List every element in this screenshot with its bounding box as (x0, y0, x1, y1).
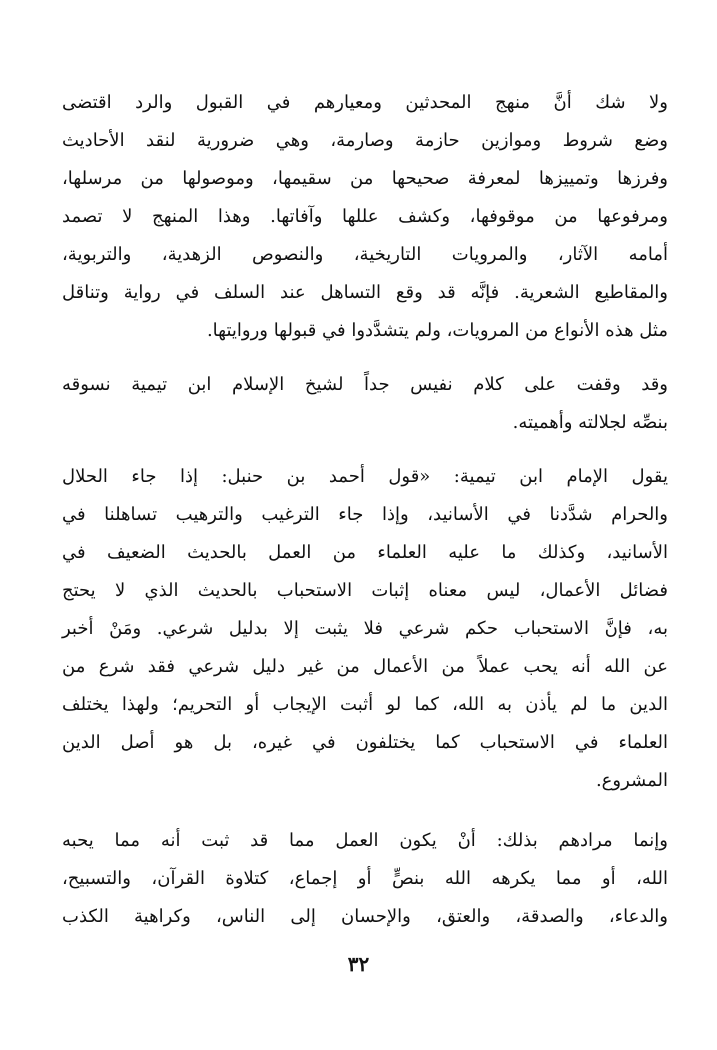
text-line: وقد وقفت على كلام نفيس جداً لشيخ الإسلام ابن تيمية نسوقه (62, 374, 668, 395)
text-line: والحرام شدَّدنا في الأسانيد، وإذا جاء الترغيب والترهيب تساهلنا في (62, 504, 668, 525)
text-line: الله، أو مما يكرهه الله بنصٍّ أو إجماع، كتلاوة القرآن، والتسبيح، (62, 868, 668, 889)
text-line: فضائل الأعمال، ليس معناه إثبات الاستحباب بالحديث الذي لا يحتج (62, 580, 668, 601)
text-line: ومرفوعها من موقوفها، وكشف عللها وآفاتها. وهذا المنهج لا تصمد (62, 206, 668, 227)
text-line: عن الله أنه يحب عملاً من الأعمال من غير دليل شرعي فقد شرع من (62, 656, 668, 677)
paragraph (62, 366, 668, 442)
text-line: بنصِّه لجلالته وأهميته. (512, 412, 668, 433)
text-line: الأسانيد، وكذلك ما عليه العلماء من العمل بالحديث الضعيف في (62, 542, 668, 563)
page-number: ٣٢ (347, 952, 370, 976)
text-line: أمامه الآثار، والمرويات التاريخية، والنصوص الزهدية، والتربوية، (62, 244, 668, 265)
paragraph (62, 822, 668, 936)
text-line: وإنما مرادهم بذلك: أنْ يكون العمل مما قد ثبت أنه مما يحبه (62, 830, 668, 851)
paragraph (62, 84, 668, 350)
paragraph (62, 458, 668, 800)
text-line: العلماء في الاستحباب كما يختلفون في غيره، بل هو أصل الدين (62, 732, 668, 753)
text-line: والمقاطيع الشعرية. فإنَّه قد وقع التساهل عند السلف في رواية وتناقل (62, 282, 668, 303)
text-line: والدعاء، والصدقة، والعتق، والإحسان إلى الناس، وكراهية الكذب (62, 906, 668, 927)
text-line: وفرزها وتمييزها لمعرفة صحيحها من سقيمها، وموصولها من مرسلها، (62, 168, 668, 189)
text-line: الدين ما لم يأذن به الله، كما لو أثبت الإيجاب أو التحريم؛ ولهذا يختلف (62, 694, 668, 715)
text-line: مثل هذه الأنواع من المرويات، ولم يتشدَّدوا في قبولها وروايتها. (206, 320, 668, 341)
text-line: وضع شروط وموازين حازمة وصارمة، وهي ضرورية لنقد الأحاديث (62, 130, 668, 151)
text-line: يقول الإمام ابن تيمية: «قول أحمد بن حنبل: إذا جاء الحلال (62, 466, 668, 487)
text-line: المشروع. (595, 770, 668, 791)
text-line: به، فإنَّ الاستحباب حكم شرعي فلا يثبت إلا بدليل شرعي. ومَنْ أخبر (62, 618, 668, 639)
text-line: ولا شك أنَّ منهج المحدثين ومعيارهم في القبول والرد اقتضى (62, 92, 668, 113)
